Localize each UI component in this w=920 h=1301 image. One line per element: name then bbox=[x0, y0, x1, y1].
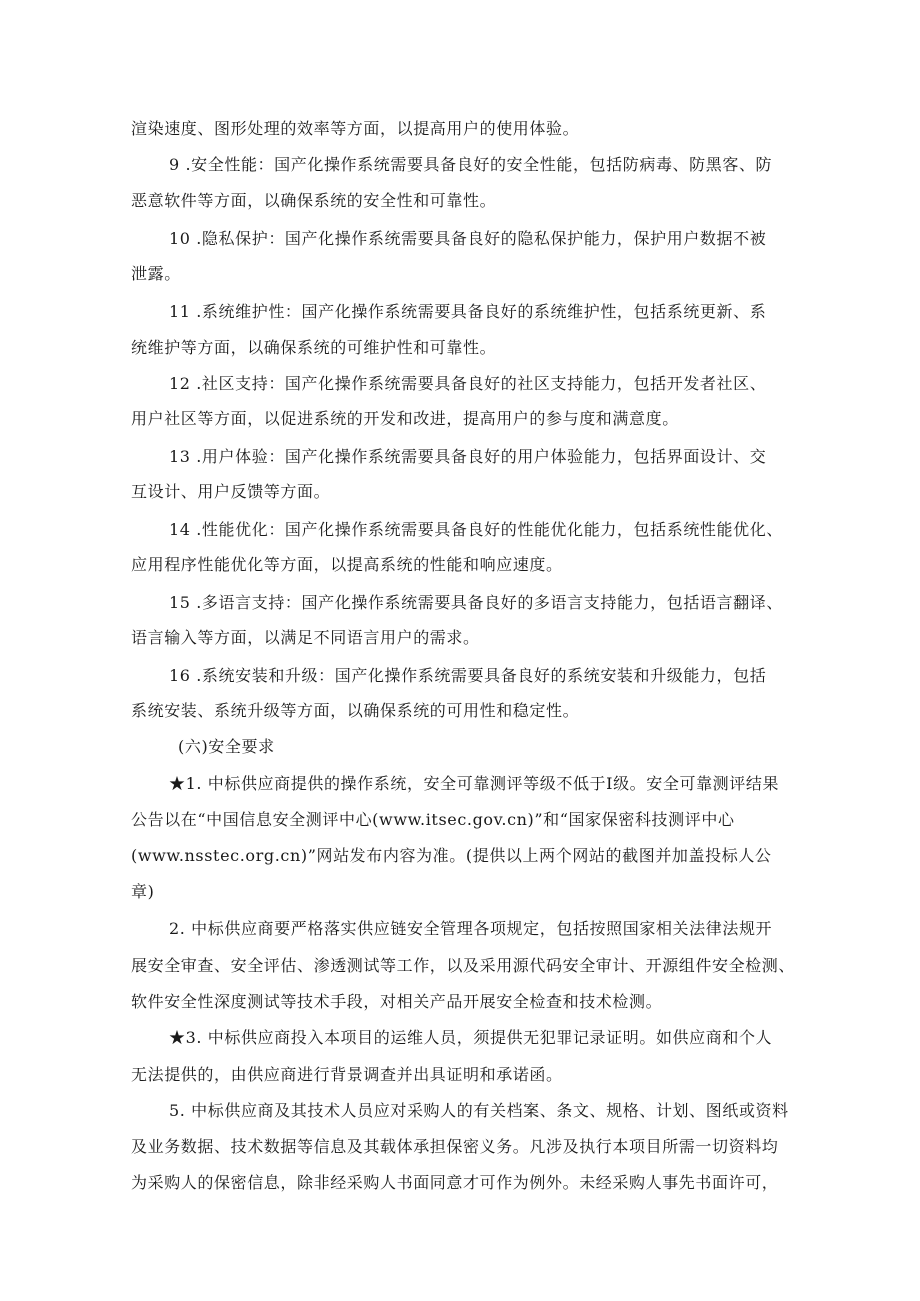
text-line: 及业务数据、技术数据等信息及其载体承担保密义务。凡涉及执行本项目所需一切资料均 bbox=[131, 1137, 779, 1156]
text-line: 系统安装、系统升级等方面，以确保系统的可用性和稳定性。 bbox=[131, 701, 580, 720]
text-line: 公告以在“中国信息安全测评中心(www.itsec.gov.cn)”和“国家保密科技测评中心 bbox=[131, 810, 735, 829]
text-line: 15 .多语言支持：国产化操作系统需要具备良好的多语言支持能力，包括语言翻译、 bbox=[169, 593, 783, 612]
text-line: 2. 中标供应商要严格落实供应链安全管理各项规定，包括按照国家相关法律法规开 bbox=[169, 919, 773, 938]
text-line: 渲染速度、图形处理的效率等方面，以提高用户的使用体验。 bbox=[131, 119, 580, 138]
section-heading: (六)安全要求 bbox=[178, 737, 275, 756]
text-line: 章) bbox=[131, 882, 155, 901]
text-line: 12 .社区支持：国产化操作系统需要具备良好的社区支持能力，包括开发者社区、 bbox=[169, 374, 767, 393]
text-line: 用户社区等方面，以促进系统的开发和改进，提高用户的参与度和满意度。 bbox=[131, 409, 679, 428]
text-line: 语言输入等方面，以满足不同语言用户的需求。 bbox=[131, 628, 480, 647]
text-line: 展安全审查、安全评估、渗透测试等工作，以及采用源代码安全审计、开源组件安全检测、 bbox=[131, 956, 796, 975]
text-line: 无法提供的，由供应商进行背景调查并出具证明和承诺函。 bbox=[131, 1065, 563, 1084]
text-line: 软件安全性深度测试等技术手段，对相关产品开展安全检查和技术检测。 bbox=[131, 992, 663, 1011]
text-line: 5. 中标供应商及其技术人员应对采购人的有关档案、条文、规格、计划、图纸或资料 bbox=[169, 1101, 789, 1120]
text-line: 16 .系统安装和升级：国产化操作系统需要具备良好的系统安装和升级能力，包括 bbox=[169, 666, 767, 685]
text-line: 13 .用户体验：国产化操作系统需要具备良好的用户体验能力，包括界面设计、交 bbox=[169, 447, 767, 466]
text-line: 应用程序性能优化等方面，以提高系统的性能和响应速度。 bbox=[131, 555, 563, 574]
text-line: 10 .隐私保护：国产化操作系统需要具备良好的隐私保护能力，保护用户数据不被 bbox=[169, 229, 767, 248]
text-line: (www.nsstec.org.cn)”网站发布内容为准。(提供以上两个网站的截图并加盖投标人公 bbox=[131, 846, 772, 865]
text-line: ★1. 中标供应商提供的操作系统，安全可靠测评等级不低于I级。安全可靠测评结果 bbox=[169, 774, 780, 793]
text-line: 9 .安全性能：国产化操作系统需要具备良好的安全性能，包括防病毒、防黑客、防 bbox=[169, 155, 773, 174]
text-line: 恶意软件等方面，以确保系统的安全性和可靠性。 bbox=[131, 191, 497, 210]
text-line: 互设计、用户反馈等方面。 bbox=[131, 482, 331, 501]
text-line: ★3. 中标供应商投入本项目的运维人员，须提供无犯罪记录证明。如供应商和个人 bbox=[169, 1028, 773, 1047]
text-line: 14 .性能优化：国产化操作系统需要具备良好的性能优化能力，包括系统性能优化、 bbox=[169, 520, 783, 539]
text-line: 统维护等方面，以确保系统的可维护性和可靠性。 bbox=[131, 338, 497, 357]
text-line: 11 .系统维护性：国产化操作系统需要具备良好的系统维护性，包括系统更新、系 bbox=[169, 302, 767, 321]
text-line: 为采购人的保密信息，除非经采购人书面同意才可作为例外。未经采购人事先书面许可， bbox=[131, 1173, 779, 1192]
text-line: 泄露。 bbox=[131, 264, 181, 283]
